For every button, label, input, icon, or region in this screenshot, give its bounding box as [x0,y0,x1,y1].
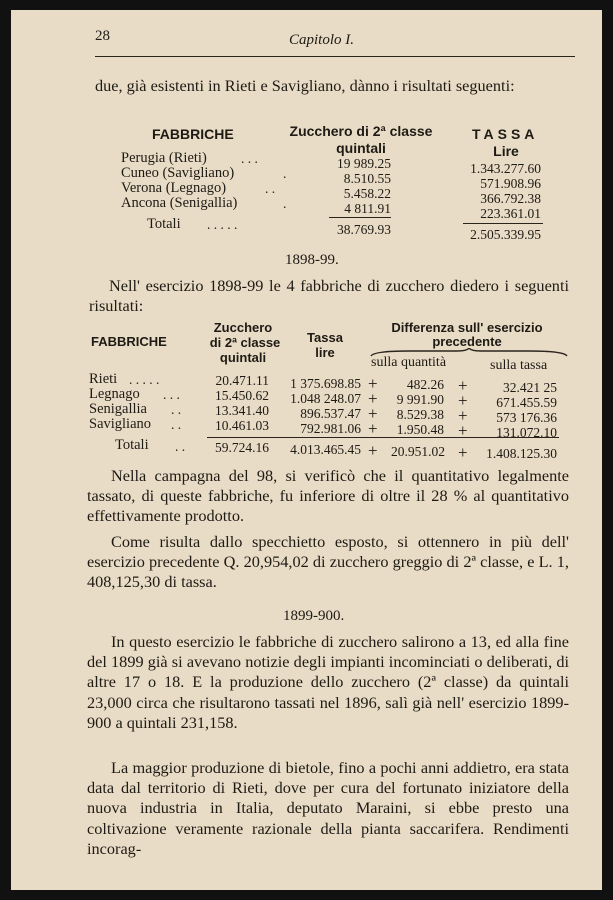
paragraph-3: In questo esercizio le fabbriche di zucchero salirono a 13, ed alla fine del 1899 già si avevano notizie degli impianti incominciati o deliberati, di altre 17 o 18. E la produzione dello zucchero (2ª classe) da quintali 23,000 circa che risultarono tassati nel 1896, salì già nell' esercizio 1899-900 a quintali 231,158. [87,632,569,732]
total-label: Totali [115,437,149,453]
row-diff-quantita: 9 991.90 [396,392,444,407]
row-sign: + [368,374,378,393]
table2-header-sulla-tassa: sulla tassa [490,358,548,373]
row-lire: 1.343.277.60 [470,161,541,176]
row-name: Savigliano [89,416,152,432]
table1-header-quintali: quintali [336,140,386,156]
row-diff-quantita: 482.26 [406,377,444,392]
row-sign: + [458,376,468,395]
row-dots: . . [171,402,182,417]
row-lire: 223.361.01 [480,206,541,221]
table2-header-fabbriche: FABBRICHE [91,334,167,349]
row-sign: + [368,419,378,438]
row-diff-tassa: 671.455.59 [496,395,557,410]
row-name: Rieti [89,371,118,387]
total-tassa: 4.013.465.45 [290,442,361,457]
row-quintali: 5.458.22 [343,186,391,201]
row-diff-tassa: 32.421 25 [503,380,557,395]
row-sign: + [458,421,468,440]
table2-header-lire: lire [315,345,335,360]
table1-sum-rule-left [329,217,391,218]
table2-sum-rule [207,437,559,438]
total-dots: . . [175,439,186,454]
row-name: Cuneo (Savigliano) [121,165,235,181]
paragraph-4: La maggior produzione di bietole, fino a pochi anni addietro, era stata data dal territorio di Rieti, dove per cura del fortunato iniziatore della nuova industria in Italia, deputato Maraini, si ebbe presto una coltivazione veramente razionale della pianta saccarifera. Rendimenti incorag- [87,758,569,858]
row-quintali: 8.510.55 [343,171,391,186]
row-sign: + [458,406,468,425]
row-tassa: 1.048 248.07 [290,391,361,406]
total-sign: + [368,441,378,460]
page-number: 28 [95,28,110,44]
row-tassa: 792.981.06 [300,421,361,436]
total-quintali: 59.724.16 [215,440,269,455]
row-lire: 366.792.38 [480,191,541,206]
row-diff-tassa: 573 176.36 [496,410,557,425]
row-name: Verona (Legnago) [121,180,227,196]
row-dots: . . . . . [129,372,160,387]
row-sign: + [458,391,468,410]
intro-paragraph: due, già esistenti in Rieti e Savigliano, dànno i risultati seguenti: [95,76,515,95]
row-tassa: 1 375.698.85 [290,376,361,391]
row-tassa: 896.537.47 [300,406,361,421]
paragraph-1: Nella campagna del 98, si verificò che il quantitativo legalmente tassato, di queste fabbriche, fu inferiore di oltre il 28 % al quantitativo effettivamente prodotto. [87,466,569,526]
table2-header-zucchero: Zucchero [213,320,273,335]
table2-header-tassa: Tassa [307,330,343,345]
book-page [11,10,602,890]
table2-header-sulla-quantita: sulla quantità [371,355,447,370]
row-dots: . [283,196,287,211]
section1-intro: Nell' esercizio 1898-99 le 4 fabbriche di zucchero diedero i seguenti risultati: [89,276,569,316]
row-lire: 571.908.96 [480,176,541,191]
total-sign: + [458,443,468,462]
row-sign: + [368,389,378,408]
row-diff-quantita: 8.529.38 [396,407,444,422]
table2-header-differenza: Differenza sull' esercizio [391,320,543,335]
row-dots: . . [171,417,182,432]
table2-header-classe: di 2ª classe [209,335,281,350]
row-dots: . . . [241,151,258,166]
table1-header-tassa: TASSA [472,126,539,142]
row-diff-quantita: 1.950.48 [396,422,444,437]
row-name: Senigallia [89,401,147,417]
section-title-1898: 1898-99. [285,252,339,268]
row-dots: . . . [163,387,180,402]
table2-header-quintali: quintali [219,350,267,365]
row-quintali: 10.461.03 [215,418,269,433]
row-dots: . . [265,181,276,196]
row-name: Ancona (Senigallia) [121,195,238,211]
table1-header-fabbriche: FABBRICHE [152,126,234,142]
row-name: Legnago [89,386,140,402]
table1-header-zucchero: Zucchero di 2ª classe [289,123,433,139]
row-quintali: 13.341.40 [215,403,269,418]
row-quintali: 20.471.11 [215,373,269,388]
table1-sum-rule-right [463,223,543,224]
row-quintali: 4 811.91 [344,201,391,216]
total-diff-tassa: 1.408.125.30 [486,446,557,461]
table1-header-lire: Lire [493,143,519,159]
paragraph-2: Come risulta dallo specchietto esposto, si ottennero in più dell' esercizio precedente Q. 20,954,02 di zucchero greggio di 2ª classe, e L. 1, 408,125,30 di tassa. [87,532,569,592]
table2-header-precedente: precedente [432,334,502,349]
row-dots: . [283,166,287,181]
section-title-1899: 1899-900. [283,608,345,624]
total-quintali: 38.769.93 [337,222,391,237]
row-sign: + [368,404,378,423]
header-rule [95,56,575,57]
total-lire: 2.505.339.95 [470,227,541,242]
running-title: Capitolo I. [289,32,355,48]
row-diff-tassa: 131.072.10 [496,425,557,440]
row-quintali: 15.450.62 [215,388,269,403]
total-diff-quantita: 20.951.02 [391,444,445,459]
row-name: Perugia (Rieti) [121,150,207,166]
total-dots: . . . . . [207,217,238,232]
row-quintali: 19 989.25 [337,156,391,171]
total-label: Totali [147,216,181,232]
